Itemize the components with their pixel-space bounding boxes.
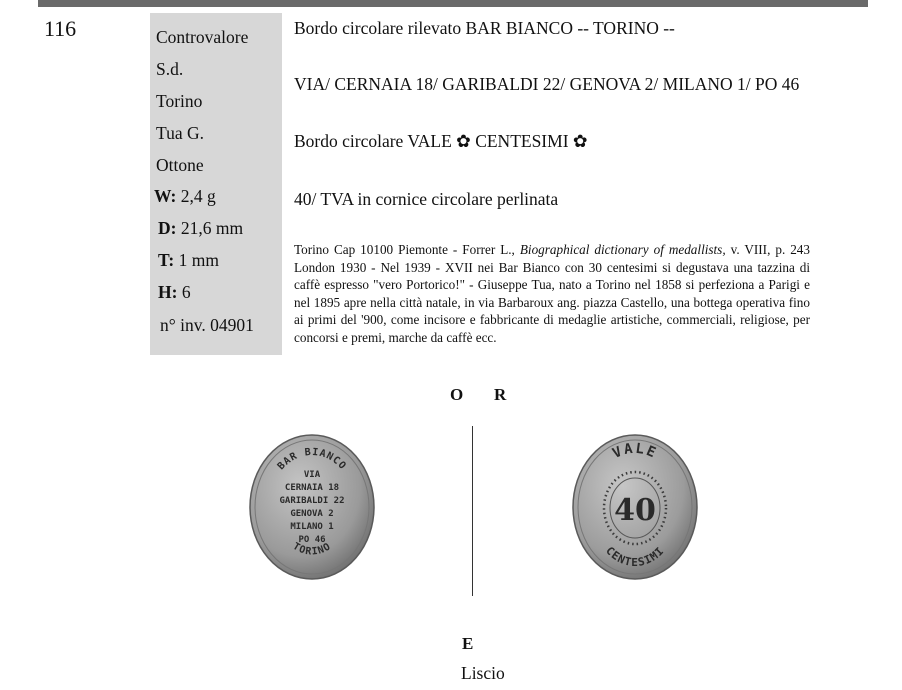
weight-row (154, 186, 216, 207)
inventory-number: n° inv. 04901 (160, 315, 254, 335)
book-title: Biographical dictionary of medallists, (519, 242, 726, 257)
reverse-heading: R (494, 385, 507, 404)
weight-value: 2,4 g (180, 186, 216, 206)
historical-notes (294, 241, 810, 346)
diameter-label: D: (158, 218, 177, 238)
obverse-legend: VIA/ CERNAIA 18/ GARIBALDI 22/ GENOVA 2/ MILANO 1/ PO 46 (294, 74, 800, 94)
notes-text-1: Torino Cap 10100 Piemonte - Forrer L., (294, 242, 520, 257)
diameter-row (158, 218, 243, 239)
obverse-line-1: VIA (303, 470, 321, 480)
thickness-label: T: (158, 250, 175, 270)
metal-value: Ottone (156, 155, 204, 175)
specs-sidebar (150, 13, 282, 355)
type-value: Controvalore (156, 27, 249, 47)
top-rule (38, 0, 868, 7)
obverse-top-arc-text: BAR BIANCO (275, 446, 349, 473)
reverse-coin-image (570, 432, 700, 582)
reverse-bottom-arc-text: CENTESIMI (603, 544, 667, 569)
obverse-bottom-arc-text: TORINO (290, 541, 334, 558)
notes-text-2: v. VIII, p. 243 London 1930 - Nel 1939 - XVII nei Bar Bianco con 30 centesimi si degustava una tazzina di caffè espresso "vero Portorico!" - Giuseppe Tua, nato a Torino nel 1858 si perfeziona a Parigi e nel 1895 apre nella città natale, in via Barbaroux ang. piazza Castello, una bottega operativa fino ai primi del '900, come incisore e fabbricante di medaglie artistiche, commerciali, religiose, per concorsi e premi, marche da caffè ecc. (294, 242, 810, 345)
axis-row (158, 282, 191, 303)
obverse-line-2: CERNAIA 18 (284, 483, 340, 493)
weight-label: W: (154, 186, 177, 206)
edge-description: Liscio (461, 663, 505, 683)
coin-divider (472, 426, 473, 596)
thickness-value: 1 mm (178, 250, 219, 270)
obverse-coin-image (247, 432, 377, 582)
axis-label: H: (158, 282, 178, 302)
obverse-line-6: PO 46 (298, 535, 326, 545)
edge-heading: E (462, 634, 474, 653)
reverse-value: 40 (614, 493, 656, 528)
catalog-number: 116 (44, 16, 77, 41)
obverse-line-5: MILANO 1 (290, 522, 334, 532)
maker-value: Tua G. (156, 123, 204, 143)
reverse-edge-description: Bordo circolare VALE ✿ CENTESIMI ✿ (294, 131, 588, 151)
reverse-legend: 40/ TVA in cornice circolare perlinata (294, 189, 559, 209)
obverse-heading: O (450, 385, 464, 404)
obverse-line-4: GENOVA 2 (290, 509, 334, 519)
diameter-value: 21,6 mm (180, 218, 244, 238)
city-value: Torino (156, 91, 203, 111)
obverse-line-3: GARIBALDI 22 (279, 496, 345, 506)
reverse-top-arc-text: VALE (610, 440, 660, 462)
thickness-row (158, 250, 219, 271)
obverse-edge-description: Bordo circolare rilevato BAR BIANCO -- TORINO -- (294, 18, 675, 38)
axis-value: 6 (181, 282, 191, 302)
date-value: S.d. (156, 59, 184, 79)
